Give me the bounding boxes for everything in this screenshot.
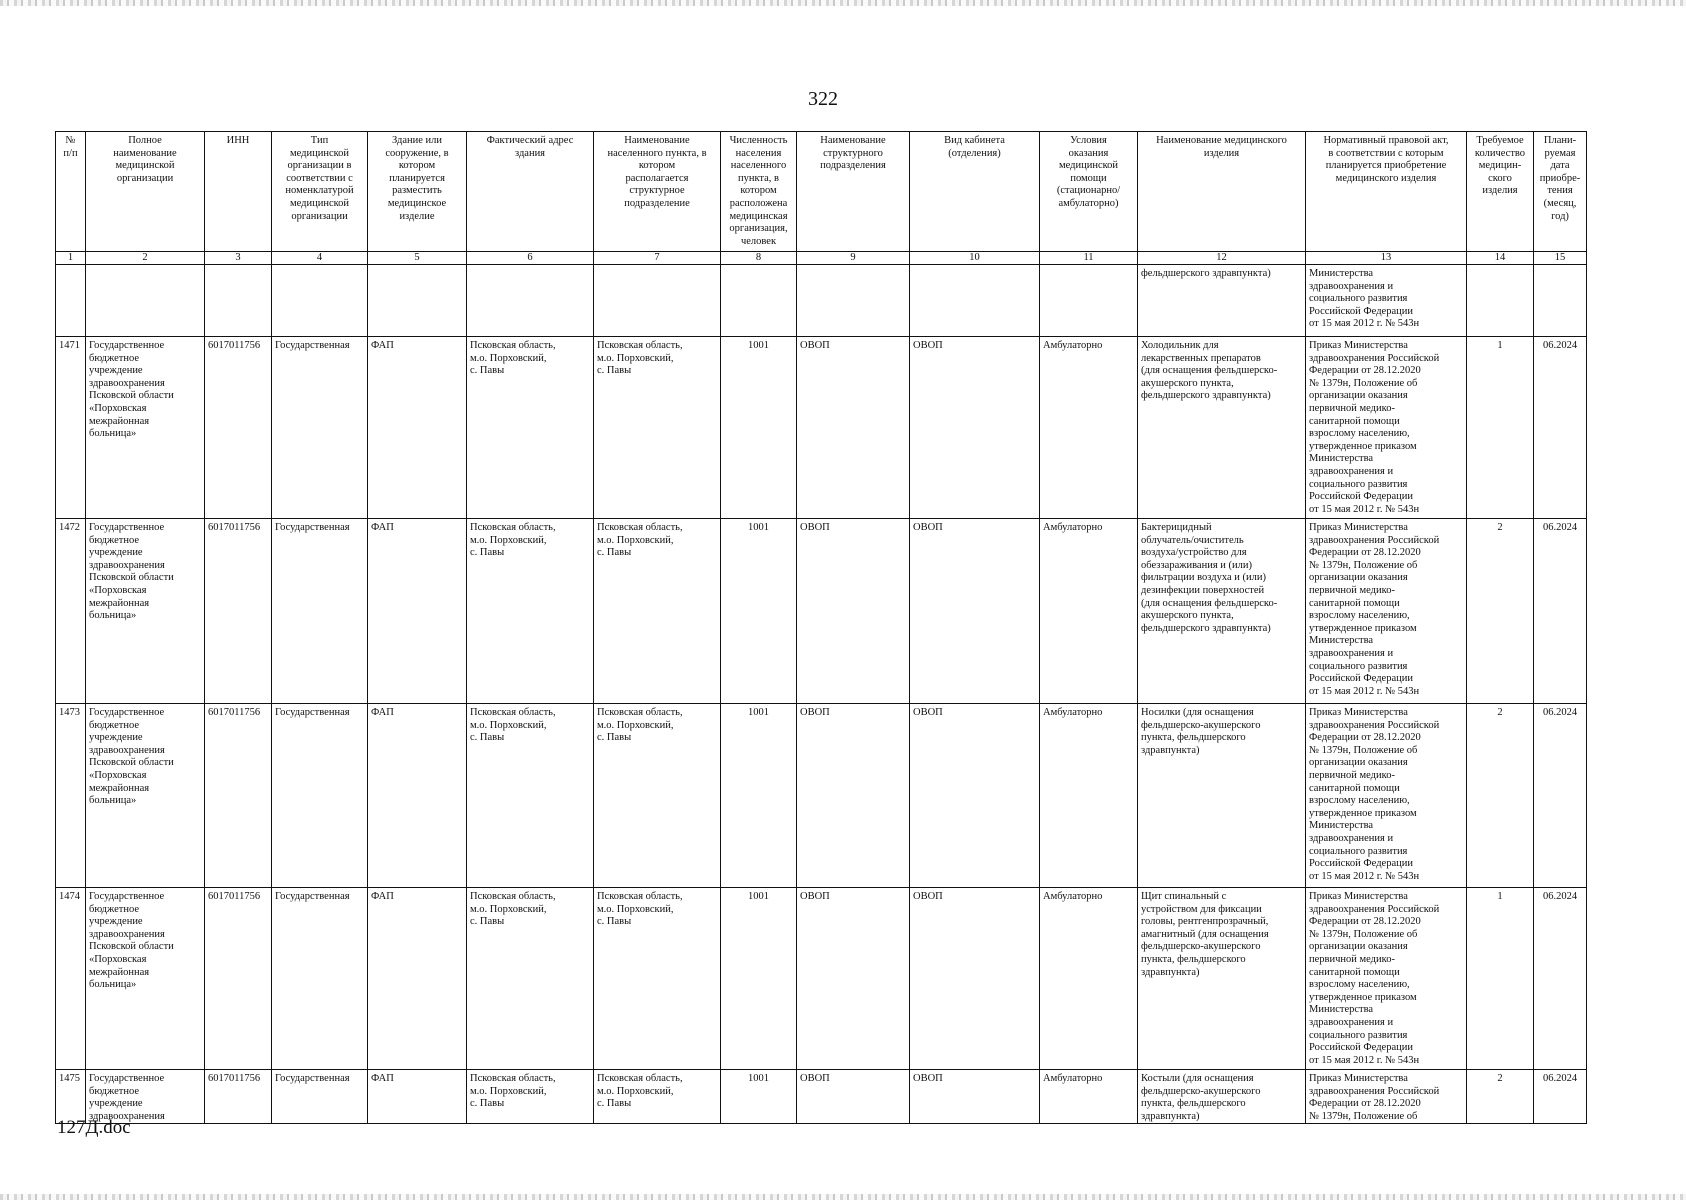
unit-cell: ОВОП <box>797 704 910 888</box>
column-header: Наименование структурного подразделения <box>797 132 910 252</box>
device-cell: Носилки (для оснащения фельдшерско-акушерского пункта, фельдшерского здравпункта) <box>1138 704 1306 888</box>
building-cell: ФАП <box>368 704 467 888</box>
address-cell: Псковская область, м.о. Порховский, с. Павы <box>467 1070 594 1124</box>
inn-cell: 6017011756 <box>205 519 272 704</box>
quantity-cell: 2 <box>1467 704 1534 888</box>
column-header: Вид кабинета (отделения) <box>910 132 1040 252</box>
unit-cell: ОВОП <box>797 337 910 519</box>
cabinet-cell: ОВОП <box>910 1070 1040 1124</box>
building-cell: ФАП <box>368 888 467 1070</box>
column-number: 7 <box>594 252 721 265</box>
org-type-cell: Государственная <box>272 1070 368 1124</box>
population-cell: 1001 <box>721 888 797 1070</box>
column-number: 9 <box>797 252 910 265</box>
quantity-cell: 1 <box>1467 337 1534 519</box>
locality-cell: Псковская область, м.о. Порховский, с. Павы <box>594 519 721 704</box>
locality-cell: Псковская область, м.о. Порховский, с. Павы <box>594 337 721 519</box>
cabinet-cell: ОВОП <box>910 704 1040 888</box>
column-number: 13 <box>1306 252 1467 265</box>
column-header: Здание или сооружение, в котором планируется разместить медицинское изделие <box>368 132 467 252</box>
column-header: Требуемое количество медицин- ского изделия <box>1467 132 1534 252</box>
address-cell: Псковская область, м.о. Порховский, с. Павы <box>467 337 594 519</box>
device-cell: Холодильник для лекарственных препаратов (для оснащения фельдшерско- акушерского пункта, фельдшерского здравпункта) <box>1138 337 1306 519</box>
column-number: 2 <box>86 252 205 265</box>
device-cell: Бактерицидный облучатель/очиститель воздуха/устройство для обеззараживания и (или) фильтрации воздуха и (или) дезинфекции поверхностей (для оснащения фельдшерско- акушерского пункта, фельдшерского здравпункта) <box>1138 519 1306 704</box>
org-type-cell: Государственная <box>272 519 368 704</box>
row-number-cell: 1472 <box>56 519 86 704</box>
organization-cell: Государственное бюджетное учреждение здравоохранения Псковской области «Порховская межрайонная больница» <box>86 704 205 888</box>
building-cell: ФАП <box>368 519 467 704</box>
device-cell: фельдшерского здравпункта) <box>1138 265 1306 337</box>
scan-edge-top <box>0 0 1686 6</box>
table-row <box>56 1070 1587 1124</box>
inn-cell: 6017011756 <box>205 704 272 888</box>
column-header: Наименование населенного пункта, в котором располагается структурное подразделение <box>594 132 721 252</box>
address-cell: Псковская область, м.о. Порховский, с. Павы <box>467 704 594 888</box>
locality-cell: Псковская область, м.о. Порховский, с. Павы <box>594 1070 721 1124</box>
column-number: 5 <box>368 252 467 265</box>
unit-cell: ОВОП <box>797 888 910 1070</box>
date-cell: 06.2024 <box>1534 704 1587 888</box>
column-number: 11 <box>1040 252 1138 265</box>
inn-cell: 6017011756 <box>205 337 272 519</box>
conditions-cell: Амбулаторно <box>1040 1070 1138 1124</box>
header-row <box>56 132 1587 252</box>
unit-cell: ОВОП <box>797 519 910 704</box>
column-number: 3 <box>205 252 272 265</box>
column-number: 10 <box>910 252 1040 265</box>
conditions-cell: Амбулаторно <box>1040 704 1138 888</box>
table-row <box>56 888 1587 1070</box>
population-cell: 1001 <box>721 337 797 519</box>
act-cell: Приказ Министерства здравоохранения Российской Федерации от 28.12.2020 № 1379н, Положение об организации оказания первичной медико- санитарной помощи взрослому населению, утвержденное приказом Министерства здравоохранения и социального развития Российской Федерации от 15 мая 2012 г. № 543н <box>1306 519 1467 704</box>
column-header: Полное наименование медицинской организации <box>86 132 205 252</box>
column-number: 8 <box>721 252 797 265</box>
column-header: № п/п <box>56 132 86 252</box>
continuation-row <box>56 265 1587 337</box>
table-row <box>56 519 1587 704</box>
date-cell: 06.2024 <box>1534 888 1587 1070</box>
column-header: Численность населения населенного пункта, в котором расположена медицинская организация, человек <box>721 132 797 252</box>
quantity-cell: 2 <box>1467 1070 1534 1124</box>
column-number: 15 <box>1534 252 1587 265</box>
act-cell: Министерства здравоохранения и социального развития Российской Федерации от 15 мая 2012 г. № 543н <box>1306 265 1467 337</box>
row-number-cell: 1473 <box>56 704 86 888</box>
organization-cell: Государственное бюджетное учреждение здравоохранения <box>86 1070 205 1124</box>
locality-cell: Псковская область, м.о. Порховский, с. Павы <box>594 704 721 888</box>
equipment-register-table <box>55 131 1587 1124</box>
column-header: Наименование медицинского изделия <box>1138 132 1306 252</box>
scan-edge-bottom <box>0 1194 1686 1200</box>
column-number: 12 <box>1138 252 1306 265</box>
row-number-cell: 1471 <box>56 337 86 519</box>
column-header: Нормативный правовой акт, в соответствии с которым планируется приобретение медицинского изделия <box>1306 132 1467 252</box>
locality-cell: Псковская область, м.о. Порховский, с. Павы <box>594 888 721 1070</box>
quantity-cell: 1 <box>1467 888 1534 1070</box>
device-cell: Костыли (для оснащения фельдшерско-акушерского пункта, фельдшерского здравпункта) <box>1138 1070 1306 1124</box>
date-cell: 06.2024 <box>1534 519 1587 704</box>
column-header: Условия оказания медицинской помощи (стационарно/ амбулаторно) <box>1040 132 1138 252</box>
inn-cell: 6017011756 <box>205 888 272 1070</box>
unit-cell: ОВОП <box>797 1070 910 1124</box>
conditions-cell: Амбулаторно <box>1040 337 1138 519</box>
building-cell: ФАП <box>368 337 467 519</box>
column-header: Плани- руемая дата приобре- тения (месяц, год) <box>1534 132 1587 252</box>
population-cell: 1001 <box>721 1070 797 1124</box>
org-type-cell: Государственная <box>272 704 368 888</box>
conditions-cell: Амбулаторно <box>1040 519 1138 704</box>
org-type-cell: Государственная <box>272 337 368 519</box>
device-cell: Щит спинальный с устройством для фиксации головы, рентгенпрозрачный, амагнитный (для оснащения фельдшерско-акушерского пункта, фельдшерского здравпункта) <box>1138 888 1306 1070</box>
organization-cell: Государственное бюджетное учреждение здравоохранения Псковской области «Порховская межрайонная больница» <box>86 337 205 519</box>
page-number: 322 <box>808 88 838 110</box>
act-cell: Приказ Министерства здравоохранения Российской Федерации от 28.12.2020 № 1379н, Положение об <box>1306 1070 1467 1124</box>
organization-cell: Государственное бюджетное учреждение здравоохранения Псковской области «Порховская межрайонная больница» <box>86 888 205 1070</box>
column-number: 1 <box>56 252 86 265</box>
inn-cell: 6017011756 <box>205 1070 272 1124</box>
column-header: Фактический адрес здания <box>467 132 594 252</box>
row-number-cell: 1474 <box>56 888 86 1070</box>
address-cell: Псковская область, м.о. Порховский, с. Павы <box>467 519 594 704</box>
table-row <box>56 704 1587 888</box>
row-number-cell: 1475 <box>56 1070 86 1124</box>
building-cell: ФАП <box>368 1070 467 1124</box>
column-number-row <box>56 252 1587 265</box>
column-number: 14 <box>1467 252 1534 265</box>
organization-cell: Государственное бюджетное учреждение здравоохранения Псковской области «Порховская межрайонная больница» <box>86 519 205 704</box>
table-row <box>56 337 1587 519</box>
date-cell: 06.2024 <box>1534 337 1587 519</box>
cabinet-cell: ОВОП <box>910 519 1040 704</box>
document-filename: 127Д.doc <box>57 1117 131 1138</box>
address-cell: Псковская область, м.о. Порховский, с. Павы <box>467 888 594 1070</box>
act-cell: Приказ Министерства здравоохранения Российской Федерации от 28.12.2020 № 1379н, Положение об организации оказания первичной медико- санитарной помощи взрослому населению, утвержденное приказом Министерства здравоохранения и социального развития Российской Федерации от 15 мая 2012 г. № 543н <box>1306 888 1467 1070</box>
column-header: ИНН <box>205 132 272 252</box>
cabinet-cell: ОВОП <box>910 888 1040 1070</box>
date-cell: 06.2024 <box>1534 1070 1587 1124</box>
act-cell: Приказ Министерства здравоохранения Российской Федерации от 28.12.2020 № 1379н, Положение об организации оказания первичной медико- санитарной помощи взрослому населению, утвержденное приказом Министерства здравоохранения и социального развития Российской Федерации от 15 мая 2012 г. № 543н <box>1306 704 1467 888</box>
cabinet-cell: ОВОП <box>910 337 1040 519</box>
act-cell: Приказ Министерства здравоохранения Российской Федерации от 28.12.2020 № 1379н, Положение об организации оказания первичной медико- санитарной помощи взрослому населению, утвержденное приказом Министерства здравоохранения и социального развития Российской Федерации от 15 мая 2012 г. № 543н <box>1306 337 1467 519</box>
org-type-cell: Государственная <box>272 888 368 1070</box>
conditions-cell: Амбулаторно <box>1040 888 1138 1070</box>
column-number: 6 <box>467 252 594 265</box>
column-header: Тип медицинской организации в соответствии с номенклатурой медицинской организации <box>272 132 368 252</box>
population-cell: 1001 <box>721 704 797 888</box>
population-cell: 1001 <box>721 519 797 704</box>
column-number: 4 <box>272 252 368 265</box>
quantity-cell: 2 <box>1467 519 1534 704</box>
